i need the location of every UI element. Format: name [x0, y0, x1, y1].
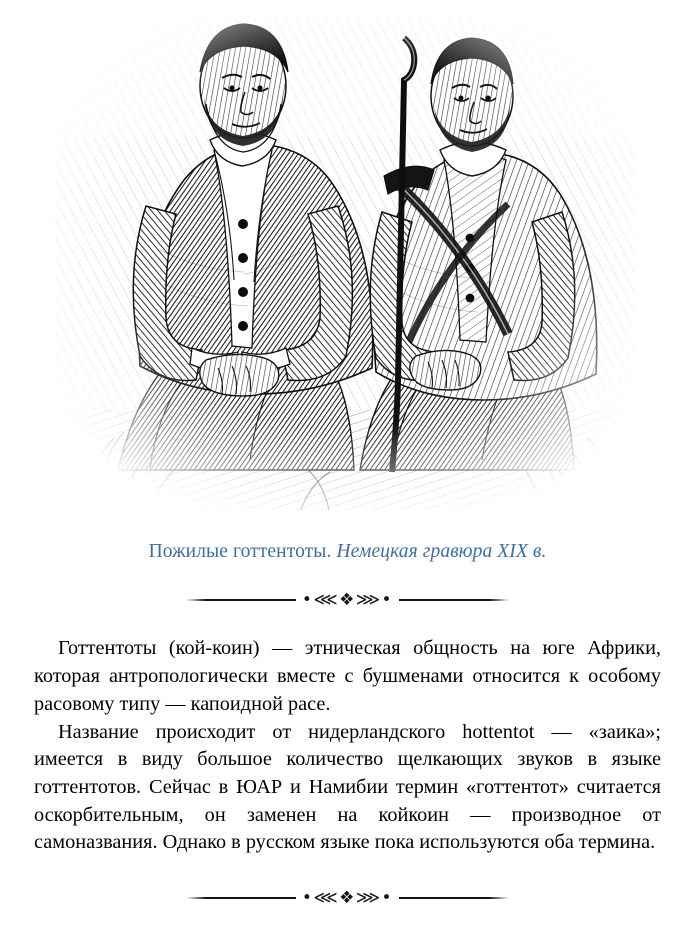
caption-main: Пожилые готтентоты.	[148, 541, 332, 562]
divider-rule-right	[399, 599, 509, 601]
divider-rule-left	[186, 599, 296, 601]
article-body	[34, 635, 661, 857]
ornamental-divider-bottom	[0, 887, 695, 909]
divider-ornament-icon: •⋘❖⋙•	[301, 887, 394, 908]
divider-ornament-icon: •⋘❖⋙•	[301, 589, 394, 610]
caption-source: Немецкая гравюра XIX в.	[336, 541, 547, 562]
paragraph: Название происходит от нидерландского hottentot — «заика»; имеется в виду большое количество щелкающих звуков в языке готтентотов. Сейчас в ЮАР и Намибии термин «готтентот» считается оскорбительным, он заменен на койкоин — производное от самоназвания. Однако в русском языке пока используются оба термина.	[34, 720, 661, 854]
figure-caption	[0, 540, 695, 563]
ornamental-divider-top	[0, 589, 695, 611]
divider-rule-left	[186, 897, 296, 899]
divider-rule-right	[399, 897, 509, 899]
paragraph: Готтентоты (кой-коин) — этническая общность на юге Африки, которая антропологически вместе с бушменами относится к особому расовому типу — капоидной расе.	[34, 637, 661, 715]
